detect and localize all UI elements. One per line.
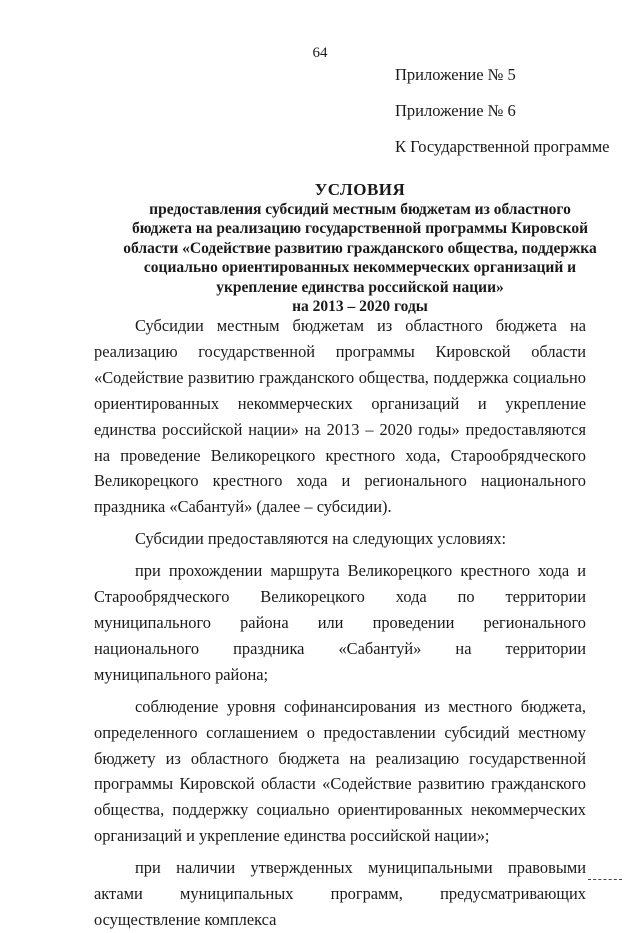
title-line: предоставления субсидий местным бюджетам из областного xyxy=(149,200,571,218)
title-line: социально ориентированных некоммерческих организаций и xyxy=(143,259,577,276)
title-line: укрепление единства российской нации» xyxy=(216,278,504,296)
body-paragraph: при наличии утвержденных муниципальными правовыми актами муниципальных программ, предусматривающих осуществление комплекса xyxy=(94,858,586,929)
body-paragraph: Субсидии местным бюджетам из областного бюджета на реализацию государственной программы Кировской области «Содействие развитию гражданского общества, поддержка социально ориентированных некоммерческих организаций и укрепление единства российской нации» на 2013 – 2020 годы» предоставляются на проведение Великорецкого крестного хода, Старообрядческого Великорецкого крестного хода и регионального национального праздника «Сабантуй» (далее – субсидии). xyxy=(94,316,586,517)
footer-mark xyxy=(588,879,622,880)
title-period-line: на 2013 – 2020 годы xyxy=(292,298,428,315)
appendix-6-label: Приложение № 6 xyxy=(395,101,516,120)
title-line: бюджета на реализацию государственной программы Кировской xyxy=(131,220,589,237)
body-paragraph: Субсидии предоставляются на следующих условиях: xyxy=(135,529,507,549)
title-line: области «Содействие развитию гражданского общества, поддержка xyxy=(123,239,597,257)
appendix-5-label: Приложение № 5 xyxy=(395,65,516,84)
page-number: 64 xyxy=(312,45,328,61)
title-block xyxy=(100,180,620,317)
document-body xyxy=(94,313,586,933)
body-paragraph: при прохождении маршрута Великорецкого крестного хода и Старообрядческого Великорецкого хода по территории муниципального района или проведении регионального национального праздника «Сабантуй» на территории муниципального района; xyxy=(94,561,586,684)
document-heading: УСЛОВИЯ xyxy=(314,180,406,199)
state-program-label: К Государственной программе xyxy=(395,137,610,156)
body-paragraph: соблюдение уровня софинансирования из местного бюджета, определенного соглашением о предоставлении субсидий местному бюджету из областного бюджета на реализацию государственной программы Кировской области «Содействие развитию гражданского общества, поддержку социально ориентированных некоммерческих организаций и укрепление единства российской нации»; xyxy=(94,696,586,846)
